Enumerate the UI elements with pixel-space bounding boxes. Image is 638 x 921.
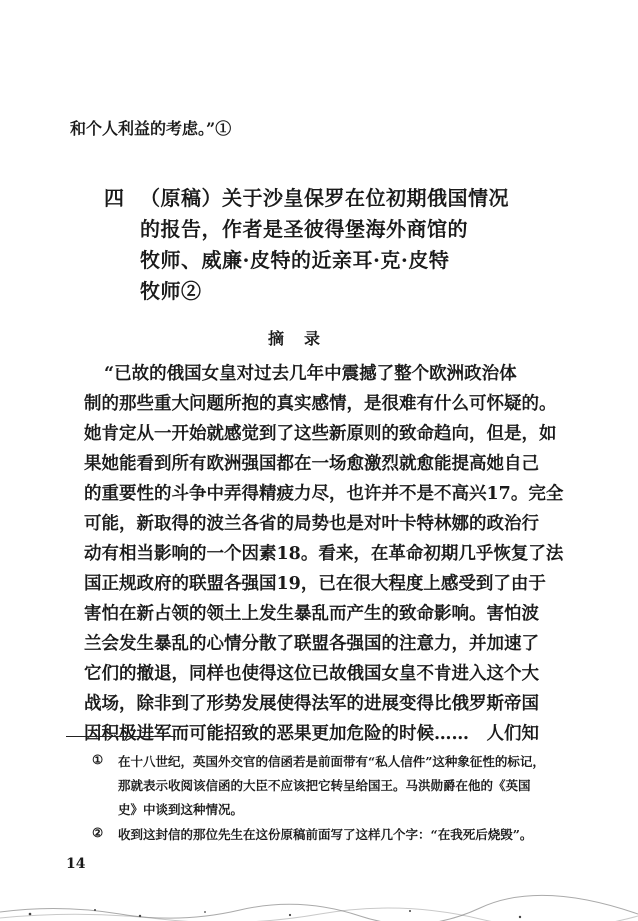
body-line: 战场，除非到了形势发展使得法军的进展变得比俄罗斯帝国 (84, 694, 539, 714)
body-line: 它们的撤退，同样也使得这位已故俄国女皇不肯进入这个大 (84, 664, 539, 684)
body-line: 制的那些重大问题所抱的真实感情，是很难有什么可怀疑的。 (84, 394, 557, 414)
section-title-line: 牧师② (140, 279, 202, 303)
section-title-line: 的报告，作者是圣彼得堡海外商馆的 (140, 217, 468, 241)
footnote-line: 收到这封信的那位先生在这份原稿前面写了这样几个字：“在我死后烧毁”。 (118, 827, 533, 842)
footnote-line: 那就表示收阅该信函的大臣不应该把它转呈给国王。马洪勋爵在他的《英国 (118, 778, 531, 793)
body-line: 国正规政府的联盟各强国19，已在很大程度上感受到了由于 (84, 574, 546, 594)
body-line: 她肯定从一开始就感觉到了这些新原则的致命趋向，但是，如 (84, 424, 557, 444)
body-line: 兰会发生暴乱的心情分散了联盟各强国的注意力，并加速了 (84, 634, 539, 654)
footnote-divider (66, 736, 176, 737)
body-line: 的重要性的斗争中弄得精疲力尽，也许并不是不高兴17。完全 (84, 484, 564, 504)
section-title-line: （原稿）关于沙皇保罗在位初期俄国情况 (140, 186, 509, 210)
excerpt-heading: 摘录 (268, 329, 341, 348)
body-line: 害怕在新占领的领土上发生暴乱而产生的致命影响。害怕波 (84, 604, 539, 624)
section-title-line: 牧师、威廉·皮特的近亲耳·克·皮特 (140, 248, 450, 272)
page-number: 14 (66, 856, 86, 872)
body-line: 动有相当影响的一个因素18。看来，在革命初期几乎恢复了法 (84, 544, 564, 564)
body-line: 果她能看到所有欧洲强国都在一场愈激烈就愈能提高她自己 (84, 454, 539, 474)
footnote-line: 史》中谈到这种情况。 (118, 802, 244, 817)
scan-noise-edge (0, 894, 638, 921)
body-line: 因积极进军而可能招致的恶果更加危险的时候…… 人们知 (84, 724, 539, 744)
body-line: “已故的俄国女皇对过去几年中震撼了整个欧洲政治体 (104, 364, 517, 384)
body-line: 可能，新取得的波兰各省的局势也是对叶卡特林娜的政治行 (84, 514, 539, 534)
footnote-marker: ② (92, 825, 104, 840)
footnote-marker: ① (92, 752, 104, 767)
footnote-line: 在十八世纪，英国外交官的信函若是前面带有“私人信件”这种象征性的标记， (118, 754, 545, 769)
section-number: 四 (104, 186, 124, 210)
continuation-line: 和个人利益的考虑。”① (70, 119, 232, 138)
